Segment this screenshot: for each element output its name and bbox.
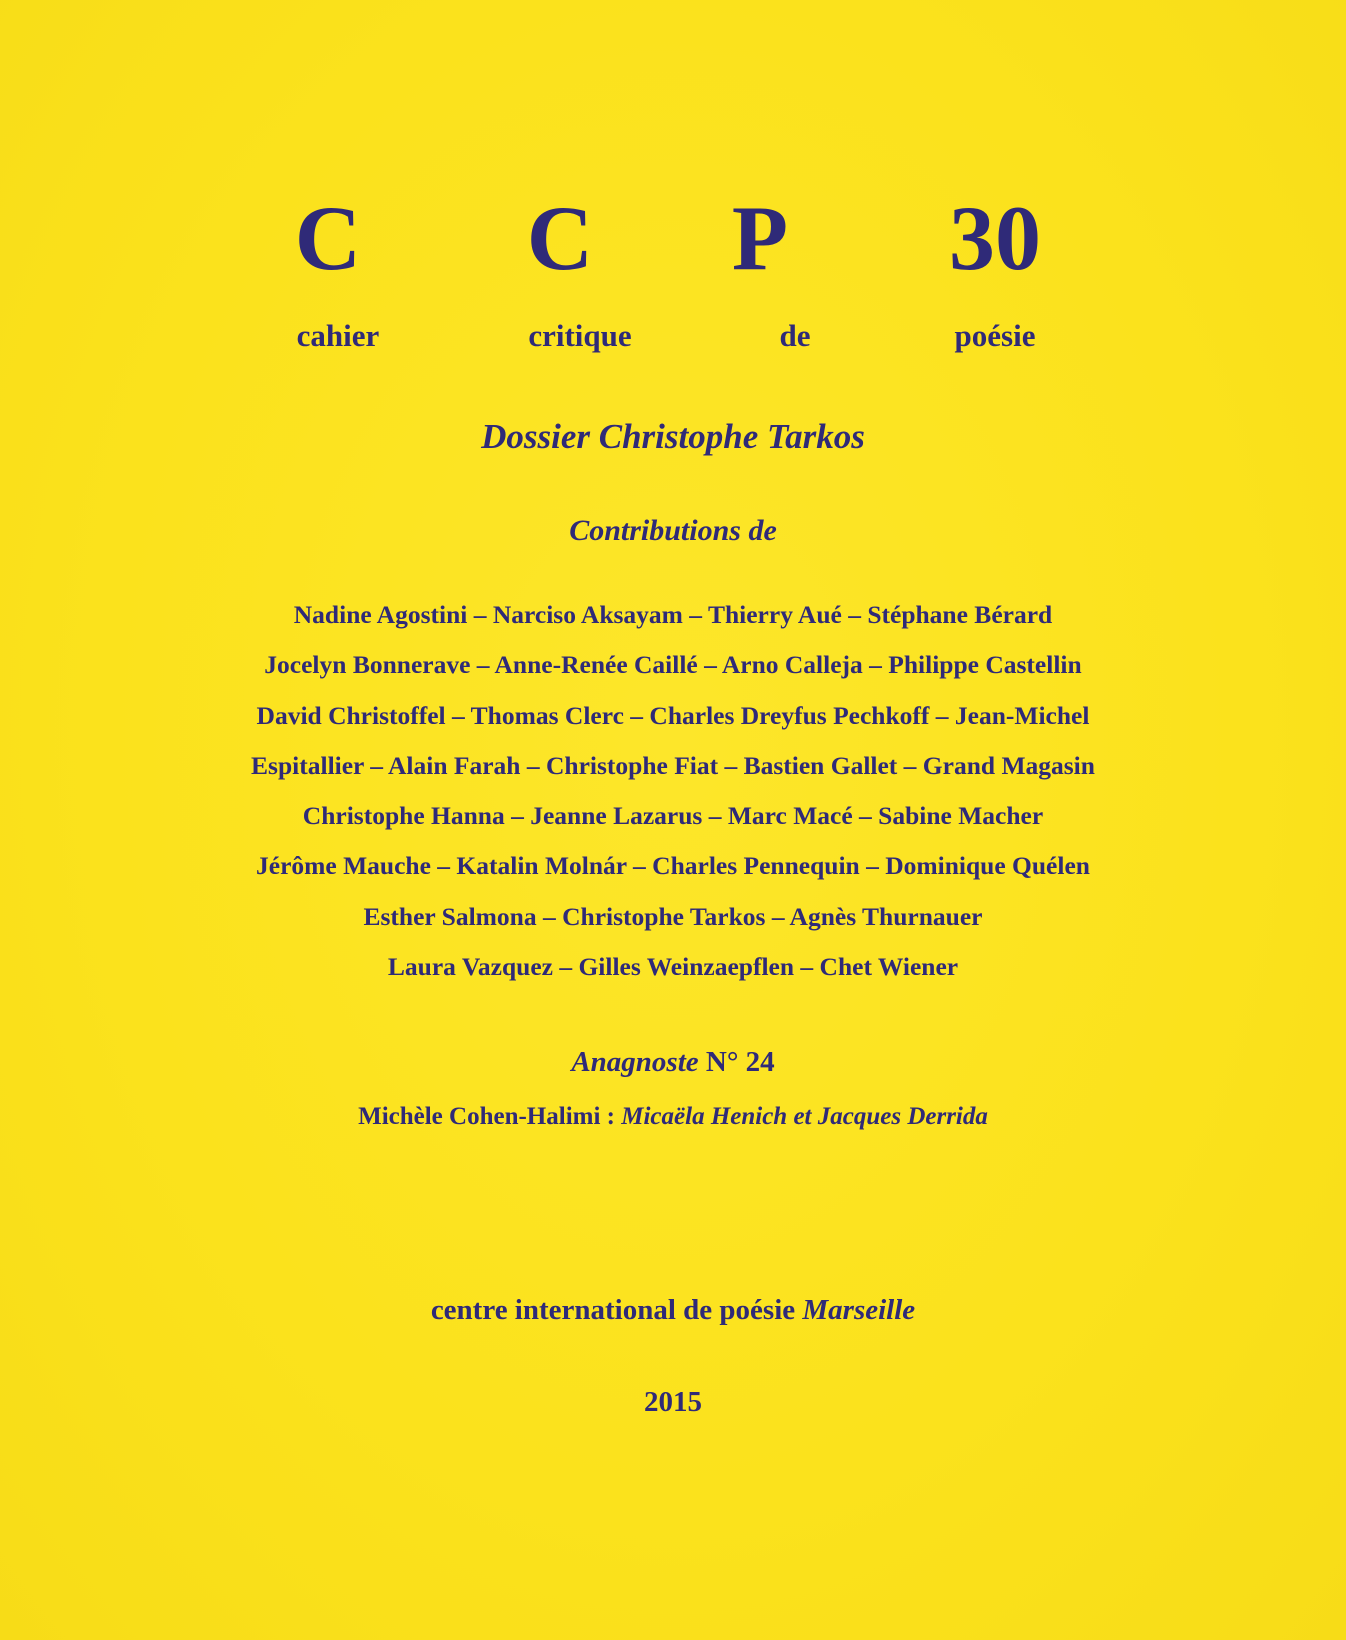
article-title: Micaëla Henich et Jacques Derrida xyxy=(621,1103,988,1130)
contributors-line: Laura Vazquez – Gilles Weinzaepflen – Chet Wiener xyxy=(387,952,959,982)
masthead-letter-c2: C xyxy=(526,187,594,289)
contributors-line: Nadine Agostini – Narciso Aksayam – Thierry Aué – Stéphane Bérard xyxy=(293,600,1053,629)
masthead-word-critique: critique xyxy=(528,318,632,353)
contributors-list xyxy=(0,590,1346,992)
masthead-word-de: de xyxy=(779,318,811,353)
masthead-word-cahier: cahier xyxy=(296,318,380,353)
contributors-line: Esther Salmona – Christophe Tarkos – Agnès Thurnauer xyxy=(363,901,983,931)
anagnoste-number: N° 24 xyxy=(705,1046,775,1078)
masthead-word-poesie: poésie xyxy=(954,318,1036,353)
masthead-issue-number: 30 xyxy=(949,187,1041,289)
dossier-title: Dossier Christophe Tarkos xyxy=(481,417,865,456)
contributors-line: Jocelyn Bonnerave – Anne-Renée Caillé – Arno Calleja – Philippe Castellin xyxy=(264,650,1082,680)
article-author: Michèle Cohen-Halimi : xyxy=(358,1103,615,1130)
contributors-line: Jérôme Mauche – Katalin Molnár – Charles Pennequin – Dominique Quélen xyxy=(256,851,1090,881)
masthead-letter-p: P xyxy=(731,187,789,289)
publication-year: 2015 xyxy=(644,1386,702,1418)
anagnoste-article xyxy=(0,1099,1346,1135)
masthead-letter-c1: C xyxy=(294,187,362,289)
publisher xyxy=(0,1290,1346,1330)
contributors-line: Christophe Hanna – Jeanne Lazarus – Marc Macé – Sabine Macher xyxy=(302,801,1044,831)
contributors-line: David Christoffel – Thomas Clerc – Charles Dreyfus Pechkoff – Jean-Michel xyxy=(256,700,1090,730)
publisher-city: Marseille xyxy=(802,1294,916,1326)
anagnoste-title: Anagnoste xyxy=(571,1046,699,1078)
contributors-line: Espitallier – Alain Farah – Christophe Fiat – Bastien Gallet – Grand Magasin xyxy=(251,750,1095,780)
anagnoste-heading xyxy=(0,1042,1346,1082)
contributions-heading: Contributions de xyxy=(569,514,777,547)
publisher-name: centre international de poésie xyxy=(430,1294,796,1326)
